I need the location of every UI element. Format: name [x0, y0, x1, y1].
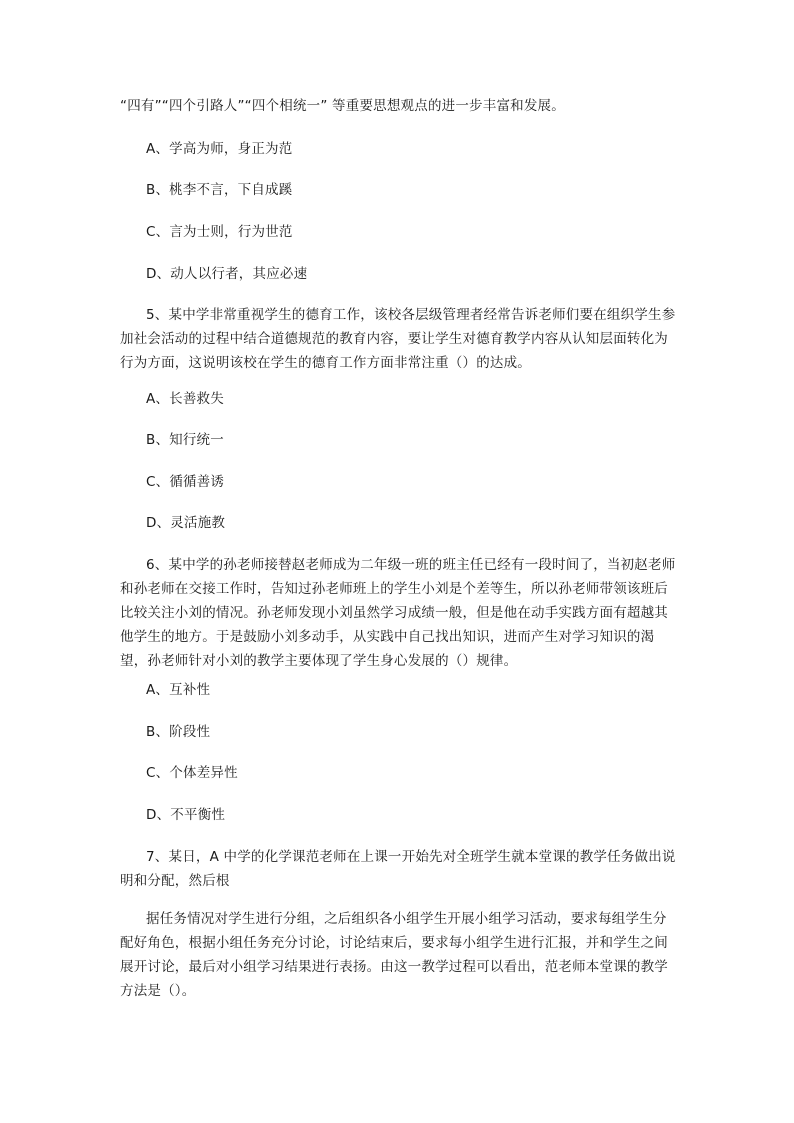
question-7-stem: 7、某日，A 中学的化学课范老师在上课一开始先对全班学生就本堂课的教学任务做出说明和分配，然后根	[120, 849, 676, 889]
option-q4-d: D、动人以行者，其应必速	[146, 266, 308, 282]
option-q5-c: C、循循善诱	[146, 474, 225, 490]
option-q4-b: B、桃李不言，下自成蹊	[146, 182, 293, 198]
option-q5-b: B、知行统一	[146, 432, 224, 448]
option-q5-a: A、长善救失	[146, 391, 224, 407]
question-6-stem: 6、某中学的孙老师接替赵老师成为二年级一班的班主任已经有一段时间了，当初赵老师和孙老师在交接工作时，告知过孙老师班上的学生小刘是个差等生，所以孙老师带领该班后比较关注小刘的情况。孙老师发现小刘虽然学习成绩一般，但是他在动手实践方面有超越其他学生的地方。于是鼓励小刘多动手，从实践中自己找出知识，进而产生对学习知识的渴望，孙老师针对小刘的教学主要体现了学生身心发展的（）规律。	[120, 557, 676, 669]
intro-line: “四有”“四个引路人”“四个相统一” 等重要思想观点的进一步丰富和发展。	[120, 98, 565, 114]
question-5-stem: 5、某中学非常重视学生的德育工作，该校各层级管理者经常告诉老师们要在组织学生参加社会活动的过程中结合道德规范的教育内容，要让学生对德育教学内容从认知层面转化为行为方面，这说明该校在学生的德育工作方面非常注重（）的达成。	[120, 307, 676, 371]
option-q6-a: A、互补性	[146, 682, 211, 698]
option-q4-a: A、学高为师，身正为范	[146, 141, 293, 157]
question-7-continuation: 据任务情况对学生进行分组，之后组织各小组学生开展小组学习活动，要求每组学生分配好角色，根据小组任务充分讨论，讨论结束后，要求每小组学生进行汇报，并和学生之间展开讨论，最后对小组学习结果进行表扬。由这一教学过程可以看出，范老师本堂课的教学方法是（）。	[120, 911, 668, 999]
option-q5-d: D、灵活施教	[146, 515, 226, 531]
option-q6-d: D、不平衡性	[146, 807, 226, 823]
option-q6-b: B、阶段性	[146, 724, 211, 740]
option-q6-c: C、个体差异性	[146, 765, 238, 781]
option-q4-c: C、言为士则，行为世范	[146, 224, 293, 240]
